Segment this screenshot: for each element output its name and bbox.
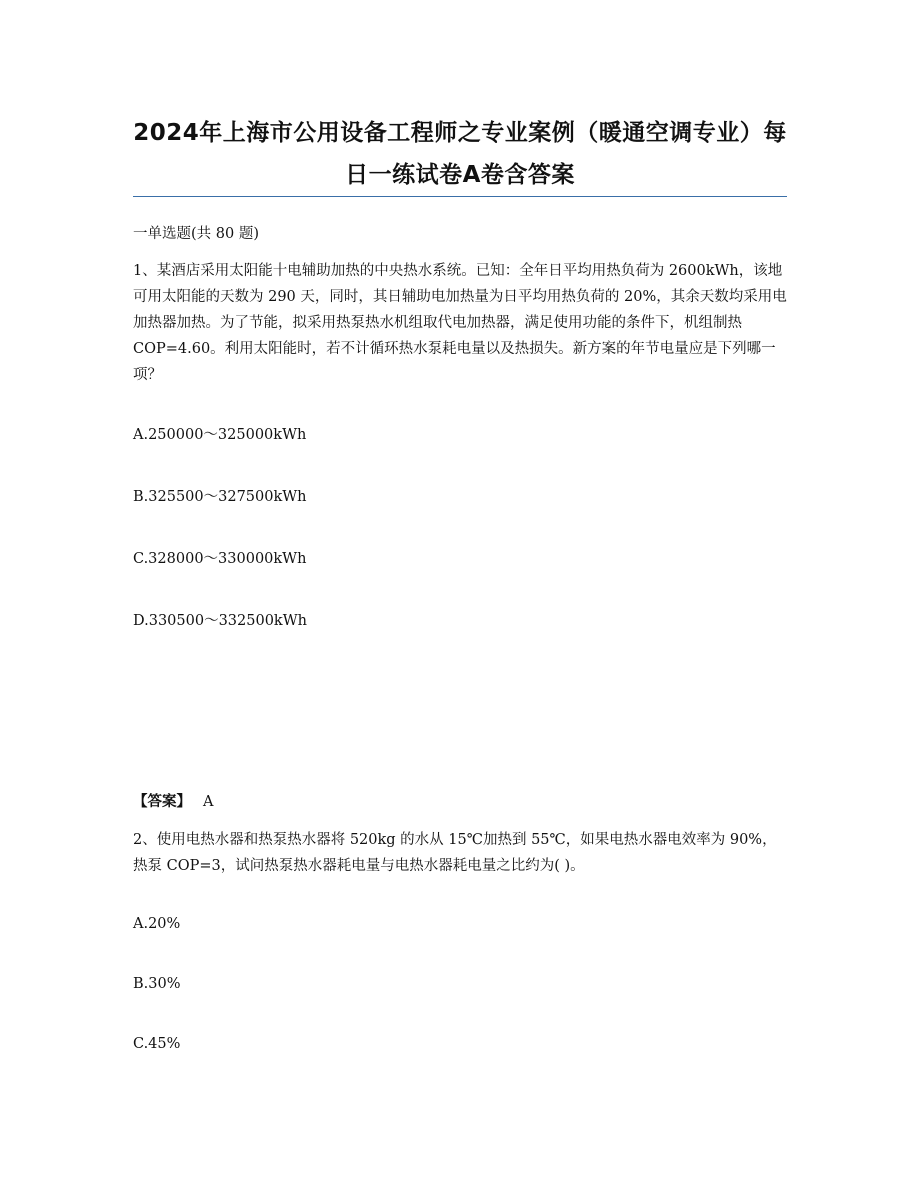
answer-value: A bbox=[203, 794, 214, 810]
question-2-option-a: A.20% bbox=[133, 916, 181, 932]
question-1-option-d: D.330500～332500kWh bbox=[133, 613, 307, 629]
document-title: 2024年上海市公用设备工程师之专业案例（暖通空调专业）每日一练试卷A卷含答案 bbox=[133, 120, 787, 188]
question-1-option-b: B.325500～327500kWh bbox=[133, 489, 307, 505]
answer-label: 【答案】 bbox=[133, 794, 191, 810]
title-divider bbox=[133, 196, 787, 197]
question-1-option-a: A.250000～325000kWh bbox=[133, 427, 307, 443]
question-2-option-b: B.30% bbox=[133, 976, 181, 992]
question-1-answer bbox=[133, 790, 213, 811]
question-2-option-c: C.45% bbox=[133, 1036, 181, 1052]
question-1-text: 1、某酒店采用太阳能十电辅助加热的中央热水系统。已知：全年日平均用热负荷为 2600kWh，该地可用太阳能的天数为 290 天，同时，其日辅助电加热量为日平均用热负荷的 20%，其余天数均采用电加热器加热。为了节能，拟采用热泵热水机组取代电加热器，满足使用功能的条件下，机组制热 COP=4.60。利用太阳能时，若不计循环热水泵耗电量以及热损失。新方案的年节电量应是下列哪一项？ bbox=[133, 263, 787, 383]
question-1-option-c: C.328000～330000kWh bbox=[133, 551, 307, 567]
section-heading: 一单选题(共 80 题) bbox=[133, 226, 259, 242]
question-2-text: 2、使用电热水器和热泵热水器将 520kg 的水从 15℃加热到 55℃，如果电热水器电效率为 90%，热泵 COP=3，试问热泵热水器耗电量与电热水器耗电量之比约为( )。 bbox=[133, 832, 777, 874]
